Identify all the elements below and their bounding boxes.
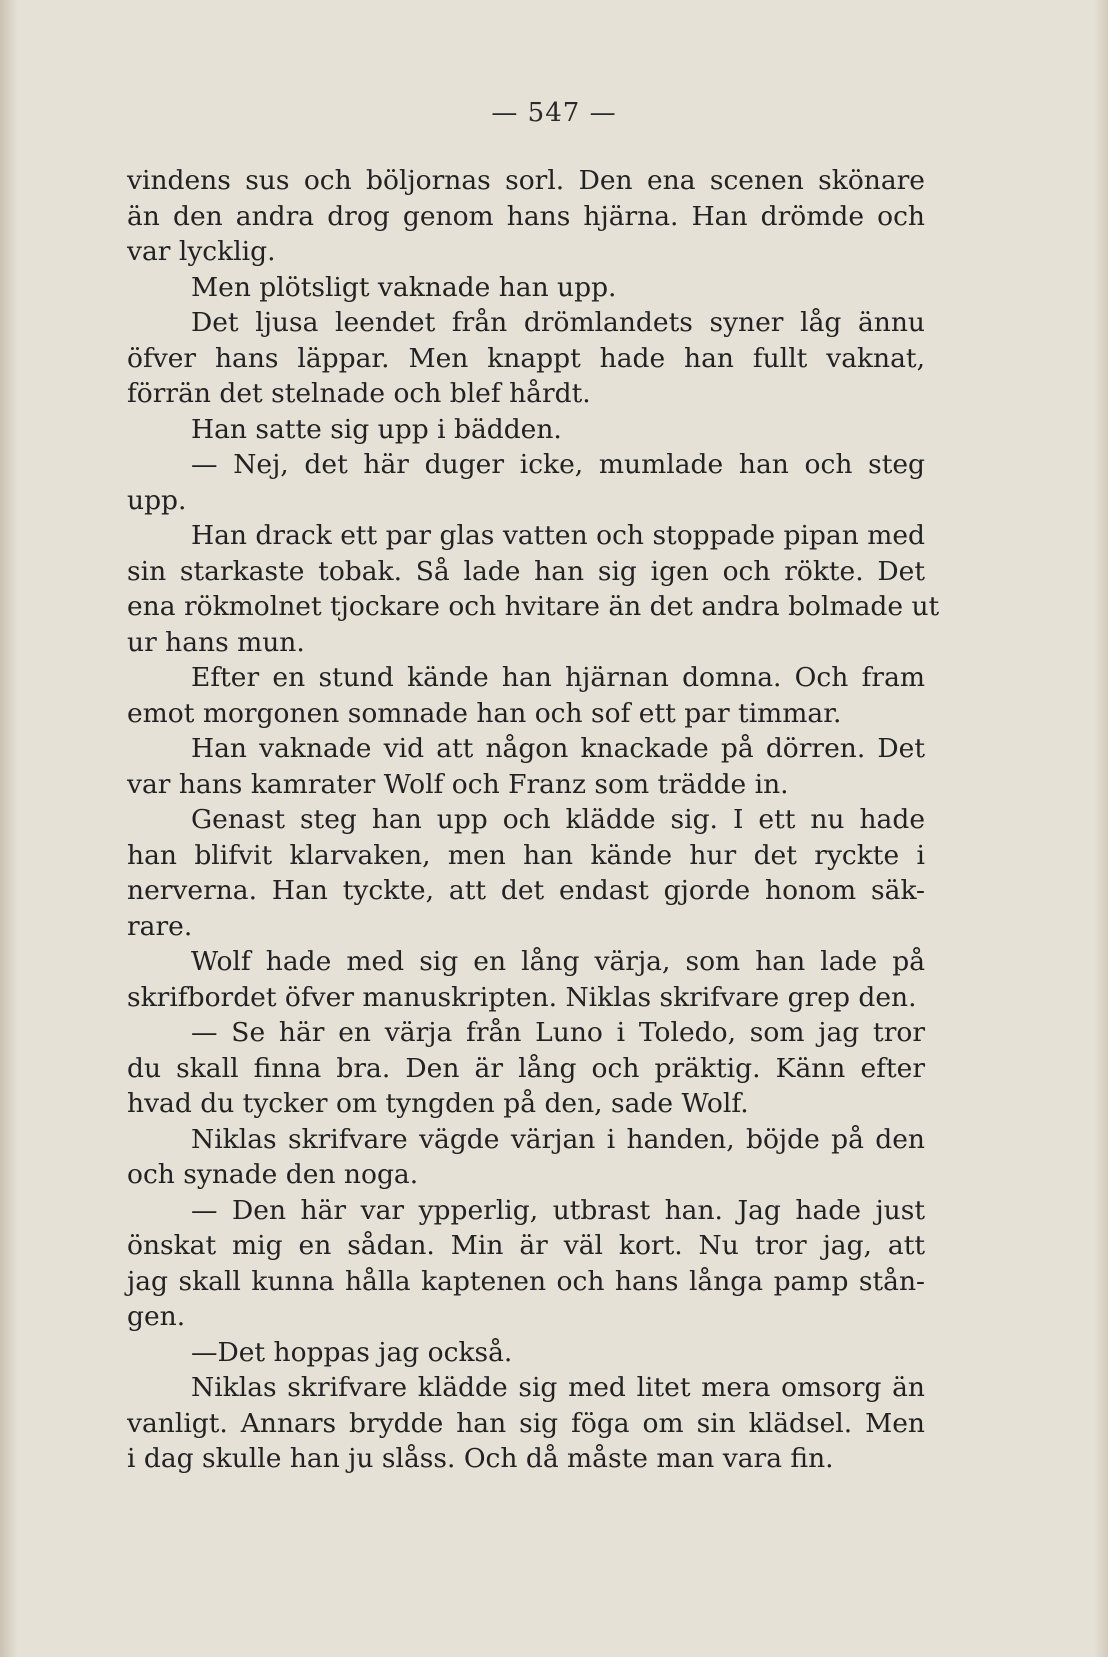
text-line: — Se här en värja från Luno i Toledo, som jag tror: [191, 1017, 925, 1048]
text-line: öfver hans läppar. Men knappt hade han fullt vaknat,: [127, 342, 925, 374]
text-line: Han satte sig upp i bädden.: [191, 413, 562, 445]
text-line: Genast steg han upp och klädde sig. I ett nu hade: [191, 804, 925, 835]
text-line: jag skall kunna hålla kaptenen och hans långa pamp stån-: [127, 1265, 925, 1297]
text-line: hvad du tycker om tyngden på den, sade Wolf.: [127, 1088, 749, 1119]
text-line: emot morgonen somnade han och sof ett par timmar.: [127, 697, 842, 729]
text-line: Det ljusa leendet från drömlandets syner låg ännu: [191, 307, 925, 338]
text-line: —Det hoppas jag också.: [191, 1336, 513, 1368]
text-line: Efter en stund kände han hjärnan domna. Och fram: [191, 662, 925, 693]
text-line: du skall finna bra. Den är lång och präktig. Känn efter: [127, 1052, 925, 1084]
text-line: ena rökmolnet tjockare och hvitare än det andra bolmade ut: [127, 591, 940, 622]
text-line: Niklas skrifvare vägde värjan i handen, böjde på den: [191, 1123, 925, 1155]
text-line: sin starkaste tobak. Så lade han sig igen och rökte. Det: [127, 555, 925, 587]
text-line: vanligt. Annars brydde han sig föga om sin klädsel. Men: [127, 1407, 925, 1439]
text-line: än den andra drog genom hans hjärna. Han drömde och: [127, 200, 925, 232]
text-line: var hans kamrater Wolf och Franz som trädde in.: [127, 768, 789, 800]
text-line: Niklas skrifvare klädde sig med litet mera omsorg än: [191, 1372, 925, 1403]
text-line: ur hans mun.: [127, 626, 305, 658]
text-line: och synade den noga.: [127, 1159, 419, 1190]
text-line: Men plötsligt vaknade han upp.: [191, 271, 617, 303]
text-line: vindens sus och böljornas sorl. Den ena scenen skönare: [127, 165, 925, 196]
text-line: han blifvit klarvaken, men han kände hur det ryckte i: [127, 839, 925, 871]
text-line: Wolf hade med sig en lång värja, som han lade på: [191, 946, 925, 977]
text-line: — Den här var ypperlig, utbrast han. Jag hade just: [191, 1194, 925, 1226]
text-line: nerverna. Han tyckte, att det endast gjorde honom säk-: [127, 875, 925, 906]
text-line: upp.: [127, 484, 187, 516]
text-line: i dag skulle han ju slåss. Och då måste man vara fin.: [127, 1443, 834, 1474]
text-line: Han vaknade vid att någon knackade på dörren. Det: [191, 733, 925, 764]
text-line: skrifbordet öfver manuskripten. Niklas skrifvare grep den.: [127, 981, 917, 1013]
text-line: förrän det stelnade och blef hårdt.: [127, 378, 591, 409]
page-number: — 547 —: [491, 98, 617, 128]
text-line: Han drack ett par glas vatten och stoppade pipan med: [191, 520, 925, 551]
text-line: — Nej, det här duger icke, mumlade han och steg: [191, 449, 925, 480]
text-line: var lycklig.: [127, 236, 276, 267]
text-line: gen.: [127, 1301, 186, 1332]
text-line: rare.: [127, 910, 193, 942]
text-line: önskat mig en sådan. Min är väl kort. Nu tror jag, att: [127, 1230, 925, 1261]
body-text: [127, 163, 940, 1477]
